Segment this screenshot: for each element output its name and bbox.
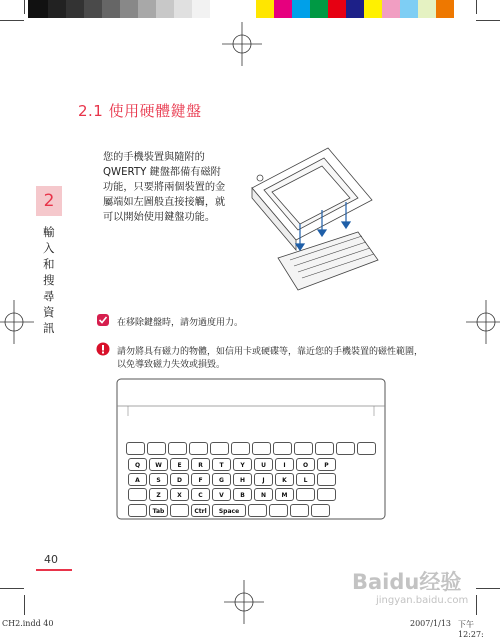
keyboard-key bbox=[149, 504, 168, 517]
watermark-url: jingyan.baidu.com bbox=[376, 595, 469, 606]
exclamation-icon bbox=[96, 342, 110, 356]
keyboard-key bbox=[233, 488, 252, 501]
keyboard-key bbox=[149, 458, 168, 471]
keyboard-key-label: X bbox=[177, 492, 182, 499]
crosshair-mark bbox=[222, 22, 262, 66]
keyboard-key-label: Q bbox=[134, 462, 141, 469]
check-icon bbox=[96, 313, 110, 327]
keyboard-key bbox=[317, 473, 336, 486]
tip-note: 在移除鍵盤時，請勿過度用力。 bbox=[117, 318, 244, 328]
keyboard-key-label: H bbox=[239, 477, 246, 484]
paragraph-line: 屬端如左圖般直接接觸，就 bbox=[103, 197, 226, 208]
keyboard-illustration bbox=[116, 378, 386, 520]
keyboard-key bbox=[357, 442, 376, 455]
keyboard-key-label: Ctrl bbox=[194, 508, 207, 515]
keyboard-key bbox=[191, 488, 210, 501]
keyboard-key-label: Tab bbox=[152, 508, 165, 515]
keyboard-key bbox=[210, 442, 229, 455]
keyboard-key-label: O bbox=[302, 462, 309, 469]
keyboard-key bbox=[126, 442, 145, 455]
keyboard-key bbox=[296, 488, 315, 501]
keyboard-key bbox=[248, 504, 267, 517]
paragraph-line: 您的手機裝置與隨附的 bbox=[103, 152, 205, 163]
keyboard-key bbox=[311, 504, 330, 517]
keyboard-key bbox=[233, 458, 252, 471]
chapter-number-tab: 2 bbox=[36, 186, 62, 216]
keyboard-key-label: I bbox=[283, 462, 286, 469]
keyboard-key bbox=[252, 442, 271, 455]
keyboard-key bbox=[290, 504, 309, 517]
footer-date: 2007/1/13 bbox=[410, 619, 452, 628]
keyboard-key bbox=[189, 442, 208, 455]
keyboard-key bbox=[149, 488, 168, 501]
keyboard-key bbox=[170, 488, 189, 501]
keyboard-key bbox=[212, 473, 231, 486]
keyboard-key bbox=[170, 504, 189, 517]
keyboard-key bbox=[296, 458, 315, 471]
keyboard-key-label: M bbox=[281, 492, 288, 499]
keyboard-key bbox=[336, 442, 355, 455]
intro-paragraph bbox=[103, 150, 263, 225]
keyboard-key-label: D bbox=[177, 477, 182, 484]
keyboard-key-label: L bbox=[303, 477, 308, 484]
keyboard-key bbox=[294, 442, 313, 455]
chapter-title-vertical: 輸入和搜尋資訊 bbox=[43, 225, 55, 335]
paragraph-line: 功能，只要將兩個裝置的金 bbox=[103, 182, 226, 193]
keyboard-key bbox=[254, 458, 273, 471]
keyboard-key bbox=[275, 488, 294, 501]
keyboard-key bbox=[254, 488, 273, 501]
keyboard-key-label: U bbox=[261, 462, 266, 469]
keyboard-key bbox=[233, 473, 252, 486]
keyboard-key-label: J bbox=[262, 477, 265, 484]
keyboard-key bbox=[317, 458, 336, 471]
keyboard-key-label: P bbox=[324, 462, 329, 469]
crosshair-mark bbox=[224, 580, 264, 624]
keyboard-key-label: R bbox=[198, 462, 203, 469]
paragraph-line: 可以開始使用鍵盤功能。 bbox=[103, 212, 216, 223]
keyboard-key-label: S bbox=[156, 477, 161, 484]
keyboard-key bbox=[212, 504, 246, 517]
keyboard-key-label: N bbox=[260, 492, 267, 499]
keyboard-key bbox=[273, 442, 292, 455]
keyboard-key bbox=[128, 458, 147, 471]
keyboard-key-label: Z bbox=[156, 492, 161, 499]
keyboard-key bbox=[191, 458, 210, 471]
warning-note-line2: 以免導致磁力失效或損毀。 bbox=[117, 360, 226, 370]
keyboard-key bbox=[212, 458, 231, 471]
footer-time: 下午 12:27: bbox=[458, 620, 484, 639]
crosshair-mark bbox=[466, 300, 500, 344]
warning-note-line1: 請勿將具有磁力的物體，如信用卡或硬碟等，靠近您的手機裝置的磁性範圍， bbox=[117, 347, 424, 357]
keyboard-key-label: F bbox=[198, 477, 203, 484]
keyboard-key-label: W bbox=[155, 462, 162, 469]
keyboard-key bbox=[231, 442, 250, 455]
keyboard-key-label: C bbox=[198, 492, 203, 499]
keyboard-key-label: K bbox=[282, 477, 287, 484]
keyboard-key-label: Y bbox=[240, 462, 245, 469]
section-heading: 2.1 使用硬體鍵盤 bbox=[78, 102, 202, 120]
keyboard-key-label: E bbox=[177, 462, 182, 469]
device-illustration bbox=[250, 140, 380, 300]
keyboard-key bbox=[254, 473, 273, 486]
keyboard-key bbox=[191, 504, 210, 517]
keyboard-key bbox=[296, 473, 315, 486]
keyboard-key bbox=[128, 473, 147, 486]
keyboard-key bbox=[191, 473, 210, 486]
keyboard-key bbox=[147, 442, 166, 455]
keyboard-key bbox=[212, 488, 231, 501]
keyboard-key bbox=[275, 458, 294, 471]
keyboard-key-label: T bbox=[219, 462, 224, 469]
paragraph-line: QWERTY 鍵盤都備有磁附 bbox=[103, 167, 221, 178]
keyboard-key bbox=[128, 504, 147, 517]
keyboard-key bbox=[168, 442, 187, 455]
keyboard-key bbox=[128, 488, 147, 501]
keyboard-key-label: G bbox=[219, 477, 224, 484]
keyboard-key-label: B bbox=[240, 492, 245, 499]
keyboard-key bbox=[149, 473, 168, 486]
keyboard-key bbox=[317, 488, 336, 501]
keyboard-key bbox=[269, 504, 288, 517]
keyboard-key-label: A bbox=[135, 477, 140, 484]
crosshair-mark bbox=[0, 300, 34, 344]
keyboard-key bbox=[170, 473, 189, 486]
keyboard-key bbox=[315, 442, 334, 455]
keyboard-key-label: V bbox=[219, 492, 224, 499]
page-number: 40 bbox=[44, 553, 58, 566]
footer-file: CH2.indd 40 bbox=[2, 619, 54, 628]
keyboard-key bbox=[170, 458, 189, 471]
keyboard-key bbox=[275, 473, 294, 486]
page-number-underline bbox=[36, 569, 72, 571]
watermark-brand: Baidu经验 bbox=[352, 570, 462, 594]
keyboard-key-label: Space bbox=[218, 508, 240, 515]
